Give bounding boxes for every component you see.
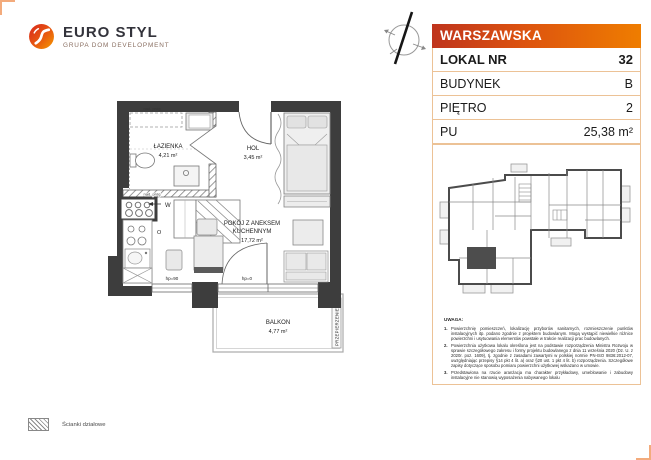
partition-hatch-swatch <box>28 418 49 431</box>
note-text: Przedstawiona na rzucie aranżacja ma charakter przykładowy, umeblowanie i zabudowy instalacyjne nie stanowią wyposażenia nabywanego lokalu <box>451 370 633 380</box>
installation-shaft <box>120 198 171 220</box>
room-label-pokoj-line1: POKÓJ Z ANEKSEM <box>223 221 281 227</box>
sill-label-hp90: hp=90 <box>165 276 179 281</box>
brand-name: EURO STYL <box>63 23 158 41</box>
legend-label: Ścianki działowe <box>62 421 106 428</box>
note-number: 3. <box>444 370 448 375</box>
room-area-hol: 3,45 m² <box>243 155 263 161</box>
row-label: PU <box>440 124 458 139</box>
note-number: 2. <box>444 343 448 348</box>
row-value: B <box>624 76 633 91</box>
sofa <box>284 251 328 282</box>
room-label-hol: HOL <box>246 146 260 152</box>
row-value: 25,38 m² <box>583 124 633 139</box>
threshold-label-bottom: nad. próg <box>143 191 161 197</box>
bathroom-fixtures <box>130 106 217 197</box>
shaft-label: W <box>165 203 171 209</box>
coffee-table <box>293 220 323 245</box>
street-header: WARSZAWSKA <box>432 24 641 48</box>
bed <box>275 113 330 207</box>
partition-screen-label: PRZEPIERZENIE <box>334 307 340 346</box>
curtain <box>275 114 281 204</box>
toilet <box>136 153 155 168</box>
row-value: 2 <box>626 100 633 115</box>
gas-point-label: O <box>157 230 162 236</box>
room-area-balkon: 4,77 m² <box>268 329 288 335</box>
note-text: Powierzchnia użytkowa lokalu określona jest na podstawie rozporządzenia Ministra Rozwoju w sprawie szczegółowego zakresu i formy projektu budowlanego z dnia 11 września 2020 (Dz. U. z 2020r. poz. 1609), tj. zgodnie z zasadami zawartymi w polskiej normie PN-ISO 9836:2012-07, uwzględniając przepisy §14 pkt 4 lit. a) oraz §20 ust. 1 pkt 4 lit. b) rozporządzenia. Szczegółowe zapisy dotyczące sposobu pomiaru powierzchni użytkowej wskazano w umowie. <box>451 343 633 368</box>
sill-label-hp0: hp=0 <box>241 276 253 281</box>
note-text: Powierzchnię pomieszczeń, lokalizację przyborów sanitarnych, rozmieszczenie punktów instalacyjnych itp. podano zgodnie z projektem budowlanym. Mogą wystąpić niewielkie różnice powierzchni i usytuowania elementów powstałe w trakcie realizacji prac budowlanych. <box>451 326 633 341</box>
room-area-lazienka: 4,21 m² <box>158 153 178 159</box>
room-area-pokoj: 17,72 m² <box>241 238 263 244</box>
shower <box>174 166 199 186</box>
room-label-pokoj-line2: KUCHENNYM <box>232 229 272 235</box>
kitchen-annex <box>123 220 162 283</box>
entrance-door <box>239 112 271 144</box>
legend <box>28 418 106 431</box>
threshold-label-top: nad. próg <box>143 106 161 111</box>
brand-subtitle: GRUPA DOM DEVELOPMENT <box>63 41 170 49</box>
bathroom-door <box>190 126 216 164</box>
notes-title: UWAGA: <box>444 317 464 322</box>
note-number: 1. <box>444 326 448 331</box>
room-label-lazienka: ŁAZIENKA <box>153 144 183 150</box>
row-label: LOKAL NR <box>440 52 507 67</box>
row-label: BUDYNEK <box>440 76 501 91</box>
row-value: 32 <box>618 52 633 67</box>
row-label: PIĘTRO <box>440 100 487 115</box>
room-label-balkon: BALKON <box>265 320 291 326</box>
